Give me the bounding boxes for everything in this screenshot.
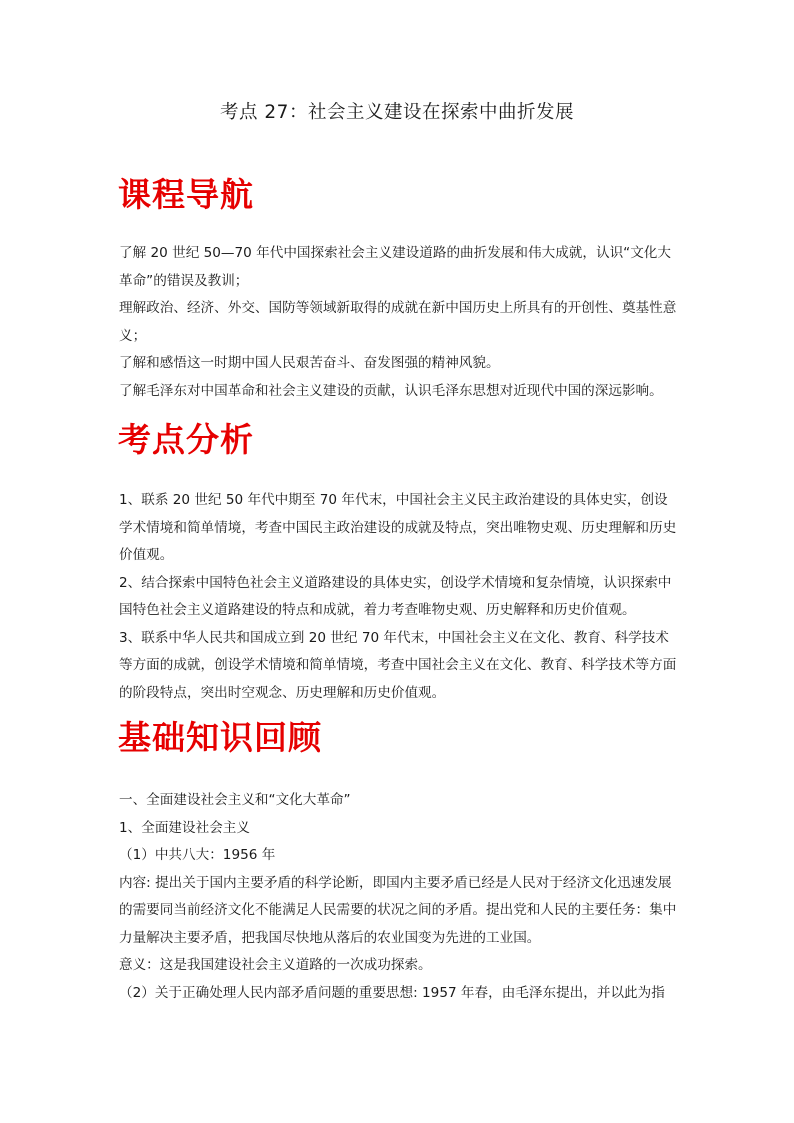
section-heading-course-navigation: 课程导航 — [118, 175, 254, 214]
paragraph: （1）中共八大：1956 年 — [119, 847, 276, 863]
section-heading-exam-analysis: 考点分析 — [118, 420, 254, 459]
paragraph: 理解政治、经济、外交、国防等领域新取得的成就在新中国历史上所具有的开创性、奠基性意义； — [119, 300, 677, 344]
section-heading-basic-knowledge-review: 基础知识回顾 — [118, 718, 322, 757]
paragraph: （2）关于正确处理人民内部矛盾问题的重要思想: 1957 年春，由毛泽东提出，并以此为指 — [119, 984, 665, 1001]
paragraph: 2、结合探索中国特色社会主义道路建设的具体史实，创设学术情境和复杂情境，认识探索中国特色社会主义道路建设的特点和成就，着力考查唯物史观、历史解释和历史价值观。 — [119, 574, 672, 618]
paragraph: 了解毛泽东对中国革命和社会主义建设的贡献，认识毛泽东思想对近现代中国的深远影响。 — [119, 382, 663, 399]
paragraph: 内容: 提出关于国内主要矛盾的科学论断，即国内主要矛盾已经是人民对于经济文化迅速发展的需要同当前经济文化不能满足人民需要的状况之间的矛盾。提出党和人民的主要任务：集中力量解决主要矛盾，把我国尽快地从落后的农业国变为先进的工业国。 — [119, 874, 677, 946]
paragraph: 3、联系中华人民共和国成立到 20 世纪 70 年代末，中国社会主义在文化、教育、科学技术等方面的成就，创设学术情境和简单情境，考查中国社会主义在文化、教育、科学技术等方面的阶段特点，突出时空观念、历史理解和历史价值观。 — [119, 629, 677, 701]
paragraph: 意义：这是我国建设社会主义道路的一次成功探索。 — [119, 957, 432, 973]
paragraph: 了解 20 世纪 50—70 年代中国探索社会主义建设道路的曲折发展和伟大成就，认识“文化大革命”的错误及教训； — [119, 245, 671, 289]
paragraph: 一、全面建设社会主义和“文化大革命” — [119, 792, 351, 808]
paragraph: 1、全面建设社会主义 — [119, 819, 250, 836]
section-body-exam-analysis — [119, 487, 679, 707]
paragraph: 1、联系 20 世纪 50 年代中期至 70 年代末，中国社会主义民主政治建设的具体史实，创设学术情境和简单情境，考查中国民主政治建设的成就及特点，突出唯物史观、历史理解和历史价值观。 — [119, 492, 677, 563]
document-title: 考点 27：社会主义建设在探索中曲折发展 — [220, 102, 574, 123]
paragraph: 了解和感悟这一时期中国人民艰苦奋斗、奋发图强的精神风貌。 — [119, 355, 500, 371]
section-body-course-navigation — [119, 240, 679, 405]
section-body-basic-knowledge-review — [119, 787, 679, 1007]
